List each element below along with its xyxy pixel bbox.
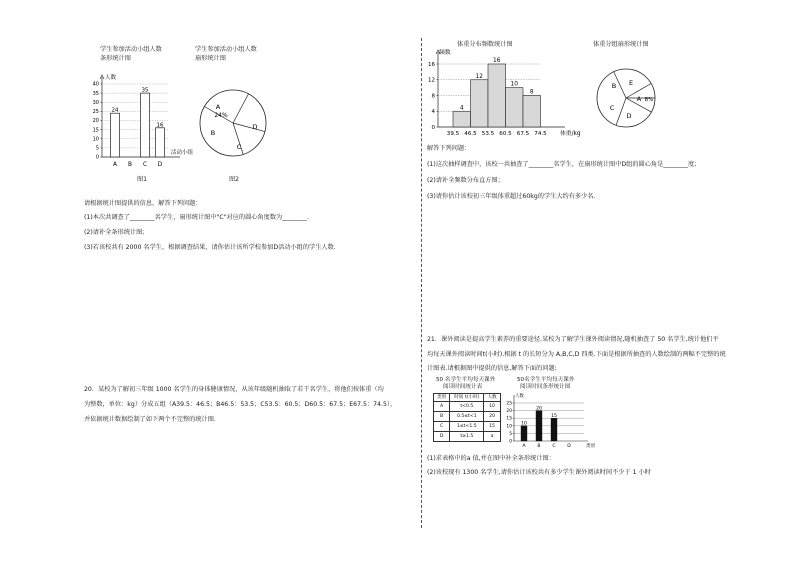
bar (521, 426, 527, 441)
x-axis-label: 类别 (586, 444, 595, 449)
table-cell: t<0.5 (450, 402, 484, 412)
left-question-3: (3)若该校共有 2000 名学生，根据调查结果，请你估计该所学校参加D活动小组的学生人数. (84, 244, 336, 251)
y-tick-label: 5 (95, 145, 99, 152)
pie-slice-label: B (210, 129, 216, 137)
pie-percent-label: 24% (214, 112, 228, 119)
right-question-3: (3)请你估计该校初三年级体重超过60kg的学生大约有多少名. (427, 193, 596, 200)
table-cell: B (434, 412, 450, 422)
pie-slice-label: E (628, 79, 634, 87)
table-cell: 15 (484, 422, 500, 432)
table-header-cell: 类别 (434, 394, 450, 402)
table-header-cell: 人数 (484, 394, 500, 402)
x-axis-label: 体重/kg (560, 131, 581, 137)
pie-percent-label: 8% (644, 97, 654, 103)
y-tick-label: 20 (92, 118, 99, 125)
reading-bar-title-line1: 50名学生平均每天课外 (517, 377, 575, 383)
y-tick-label: 5 (509, 431, 512, 437)
pie-slice-label: A (636, 95, 642, 103)
y-tick-label: 16 (428, 61, 435, 68)
bar (536, 411, 542, 441)
x-tick-label: D (157, 162, 163, 168)
histogram-bar (488, 64, 506, 127)
x-tick-label: 67.5 (516, 131, 530, 137)
table-header-cell: 时间 t(小时) (450, 394, 484, 402)
q20-line3: 并依据统计数据绘制了如下两个不完整的统计图. (84, 416, 216, 423)
x-tick-label: 53.5 (481, 131, 495, 137)
y-tick-label: 4 (431, 109, 435, 116)
fig1-caption: 图1 (137, 176, 148, 183)
page-column-divider (421, 38, 422, 528)
fig2-caption: 图2 (229, 176, 240, 183)
bar-value-label: 15 (551, 414, 557, 419)
x-tick-label: 74.5 (534, 131, 547, 137)
y-tick-label: 25 (92, 109, 99, 116)
pie-slice-label: B (611, 82, 617, 90)
x-tick-label: C (552, 444, 556, 449)
weight-histogram (425, 48, 585, 140)
activity-pie-chart (196, 86, 270, 160)
y-tick-label: 20 (506, 409, 512, 415)
table-title-line2: 阅读时间统计表 (443, 384, 483, 390)
table-row (434, 422, 501, 432)
bar-value-label: 10 (521, 421, 527, 427)
histogram-bar (506, 88, 524, 127)
table-row (434, 432, 501, 442)
q21-line3: 计图表.请根据图中提供的信息,解答下面的问题: (427, 365, 557, 372)
x-tick-label: 46.5 (464, 131, 477, 137)
table-cell: 20 (484, 412, 500, 422)
y-tick-label: 12 (428, 77, 435, 84)
q21-sub-question-1: (1)求表格中的a 值,并在图中补全条形统计图： (427, 455, 555, 462)
right-question-1: (1)这次抽样调查中，该校一共抽查了________名学生，在扇形统计图中D组的圆心角是________度； (427, 161, 701, 168)
bar-value-label: 24 (111, 107, 119, 114)
y-tick-label: 40 (92, 81, 99, 88)
x-tick-label: B (128, 162, 132, 168)
bar (156, 128, 165, 157)
fig2-title-line1: 学生参加活动小组人数 (195, 46, 257, 53)
table-cell: 1≤t<1.5 (450, 422, 484, 432)
right-question-intro: 解答下列问题： (427, 145, 471, 152)
bar-value-label: 10 (510, 81, 518, 88)
table-cell: D (434, 432, 450, 442)
right-question-2: (2)请补全频数分布直方图； (427, 177, 504, 184)
x-axis-label: 活动小组 (171, 150, 194, 156)
table-cell: C (434, 422, 450, 432)
pie-slice-label: C (236, 143, 242, 151)
histogram-bar (523, 96, 541, 128)
bar-value-label: 16 (156, 122, 164, 129)
q20-line1: 20．某校为了解初三年级 1000 名学生的身体健康情况，从该年级随机抽取了若干名学生，将他们按体重（均 (84, 386, 384, 393)
bar (111, 113, 120, 157)
bar-value-label: 20 (536, 406, 542, 412)
y-tick-label: 15 (92, 127, 99, 134)
pie-slice-label: C (609, 104, 615, 112)
y-tick-label: 0 (509, 439, 512, 445)
pie-slice-label: A (215, 103, 221, 111)
table-row (434, 402, 501, 412)
y-tick-label: 0 (431, 124, 435, 131)
left-question-intro: 请根据统计图提供的信息，解答下列问题： (84, 200, 202, 207)
y-axis-label: 人数 (105, 75, 117, 81)
y-tick-label: 10 (92, 136, 99, 143)
pie-slice-label: D (626, 112, 632, 120)
bar (141, 93, 150, 157)
table-cell: 0.5≤t<1 (450, 412, 484, 422)
c2-pie (200, 90, 266, 156)
left-question-1: (1)本次共调查了________名学生，扇形统计图中"C"对应的圆心角度数为________. (84, 214, 309, 221)
q20-line2: 为整数，单位：kg）分成五组（A39.5：46.5；B46.5：53.5；C53.5：60.5；D60.5：67.5；E67.5：74.5）， (84, 401, 397, 408)
y-axis-label: 频数 (439, 50, 451, 56)
q21-line1: 21．课外阅读是提高学生素养的重要途径.某校为了解学生课外阅读情况,随机抽查了 50 名学生,统计他们平 (427, 336, 719, 343)
x-tick-label: B (537, 444, 541, 449)
y-tick-label: 30 (92, 99, 99, 106)
histogram-bar (453, 111, 471, 127)
y-tick-label: 25 (506, 401, 512, 407)
fig1-title-line2: 条形统计图 (100, 55, 131, 62)
fig1-title-line1: 学生参加活动小组人数 (100, 46, 162, 53)
bar (551, 418, 557, 441)
weight-pie-title: 体重分组扇形统计图 (593, 41, 649, 48)
left-question-2: (2)请补全条形统计图； (84, 229, 149, 236)
bar-value-label: 16 (493, 58, 501, 64)
reading-time-table (433, 393, 501, 442)
y-axis-label: 人数 (515, 394, 524, 399)
y-tick-label: 10 (506, 424, 512, 430)
weight-pie-chart (594, 66, 658, 130)
reading-bar-chart (502, 391, 600, 449)
x-tick-label: A (522, 444, 526, 449)
c4-pie (597, 69, 655, 127)
x-tick-label: D (567, 444, 571, 449)
x-tick-label: A (113, 162, 117, 168)
q21-sub-question-2: (2)该校现有 1300 名学生,请你估计该校共有多少学生课外阅读时间不少于 1 小时 (427, 469, 651, 476)
bar-value-label: 8 (529, 89, 534, 96)
fig2-title-line2: 扇形统计图 (195, 55, 226, 62)
y-tick-label: 8 (431, 93, 435, 100)
y-tick-label: 15 (506, 416, 512, 422)
table-cell: a (484, 432, 500, 442)
bar-value-label: 35 (141, 87, 149, 94)
pie-slice-label: D (252, 123, 258, 131)
x-tick-label: 39.5 (446, 131, 460, 137)
y-tick-label: 0 (95, 154, 99, 161)
bar-value-label: 12 (475, 73, 483, 80)
bar-value-label: 4 (459, 105, 464, 112)
q21-line2: 均每天课外阅读时间t(小时).根据 t 的长短分为 A,B,C,D 四类.下面是根据所抽查的人数绘制的两幅不完整的统 (427, 351, 726, 358)
x-tick-label: C (142, 162, 148, 168)
histogram-title: 体重分布频数统计图 (457, 41, 513, 48)
table-cell: A (434, 402, 450, 412)
activity-bar-chart (88, 72, 198, 172)
histogram-bar (471, 80, 489, 127)
y-tick-label: 35 (92, 90, 99, 97)
table-header-row (434, 394, 501, 402)
table-title-line1: 50 名学生平均每天课外 (436, 377, 496, 383)
reading-bar-title-line2: 阅读时间条形统计图 (520, 384, 571, 390)
table-cell: 10 (484, 402, 500, 412)
table-row (434, 412, 501, 422)
table-cell: t≥1.5 (450, 432, 484, 442)
x-tick-label: 60.5 (499, 131, 512, 137)
